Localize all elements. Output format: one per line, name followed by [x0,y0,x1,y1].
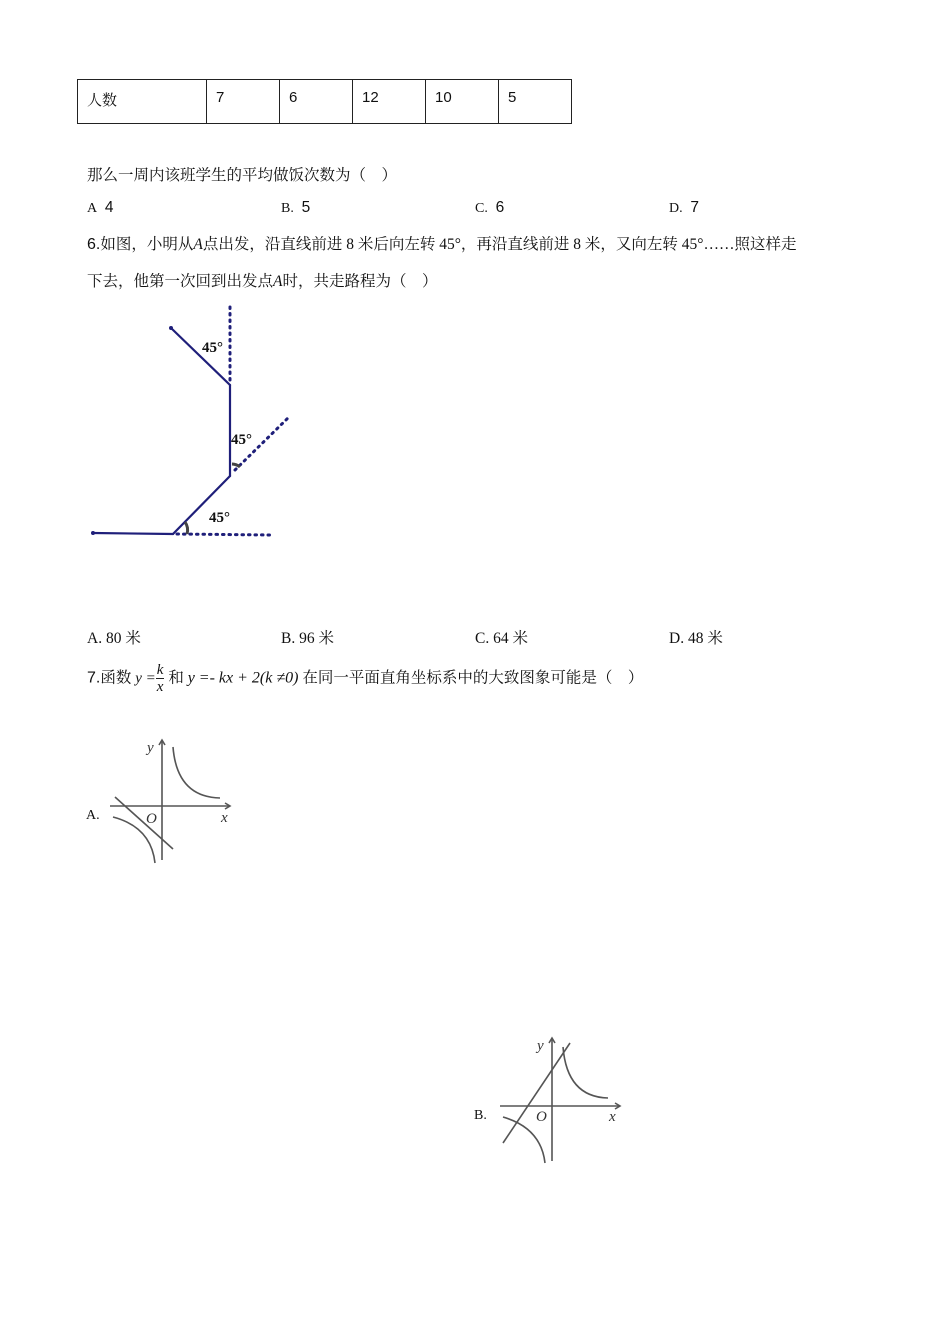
fraction-k-over-x [156,662,165,695]
path-segments [93,328,230,534]
table-cell: 12 [353,80,426,124]
option-letter: D. [669,201,683,216]
path-segment [171,328,230,385]
table-cell: 7 [207,80,280,124]
fraction-denominator: x [156,679,164,695]
q6-option-a[interactable]: A. 80 米 [87,630,141,647]
q5-option-a[interactable] [87,199,114,217]
q7-option-a-graph[interactable] [105,735,240,867]
option-value: 6 [495,199,505,216]
formula-lhs: y = [135,670,156,687]
option-letter: C. [475,201,488,216]
table-row [78,80,572,124]
angle-label: 45° [209,510,230,526]
q6-option-d[interactable]: D. 48 米 [669,630,723,647]
origin-label: O [146,811,157,827]
option-value: 5 [301,199,311,216]
angle-arc [232,464,240,467]
angle-arc [185,522,188,534]
q6-text: 下去，他第一次回到出发点 [87,273,274,290]
q6-stem-line1 [87,232,796,254]
q7-text: 和 [168,669,184,687]
q6-option-c[interactable]: C. 64 米 [475,630,528,647]
question-number: 7. [87,669,101,687]
hyperbola-branch-upper [563,1047,608,1098]
formula-linear: y =- kx + 2(k ≠0) [187,669,299,687]
end-point [169,326,173,330]
x-axis-label: x [609,1109,616,1125]
q7-option-a-label[interactable]: A. [86,808,100,823]
q6-text: 时，共走路程为（ ） [282,273,438,290]
y-axis-label: y [147,740,154,756]
hyperbola-branch-upper [173,747,220,798]
table-cell: 5 [499,80,572,124]
dotted-line [177,534,270,535]
table-cell: 6 [280,80,353,124]
q7-text: 在同一平面直角坐标系中的大致图象可能是（ ） [302,669,644,687]
q5-stem: 那么一周内该班学生的平均做饭次数为（ ） [87,167,398,184]
table-row-label: 人数 [78,80,207,124]
fraction-numerator: k [156,662,164,678]
option-value: 4 [104,199,114,216]
start-point [91,531,95,535]
frequency-table [77,79,572,124]
linear-function-line [115,797,173,849]
q6-text: 点出发，沿直线前进 8 米后向左转 45°，再沿直线前进 8 米，又向左转 45°……照这样走 [202,236,797,253]
q7-option-b-label[interactable]: B. [474,1108,487,1123]
q6-option-b[interactable]: B. 96 米 [281,630,334,647]
linear-function-line [503,1043,570,1143]
q5-option-d[interactable] [669,199,699,217]
walking-path-figure [85,300,305,545]
x-axis-label: x [221,810,228,826]
q6-text: 如图，小明从 [100,236,194,253]
origin-label: O [536,1109,547,1125]
q6-stem-line2 [87,269,438,291]
point-label: A [273,273,283,290]
angle-label: 45° [231,432,252,448]
table-cell: 10 [426,80,499,124]
q7-option-b-graph[interactable] [495,1033,630,1168]
angle-label: 45° [202,340,223,356]
q7-stem [87,662,643,695]
path-segment [93,533,173,534]
dotted-extensions [177,304,290,535]
q7-text: 函数 [100,669,132,687]
option-letter: B. [281,201,294,216]
y-axis-label: y [537,1038,544,1054]
option-letter: A [87,201,98,216]
q5-option-b[interactable] [281,199,310,217]
question-number: 6. [87,236,101,253]
point-label: A [193,236,203,253]
option-value: 7 [690,199,699,216]
q5-option-c[interactable] [475,199,504,217]
